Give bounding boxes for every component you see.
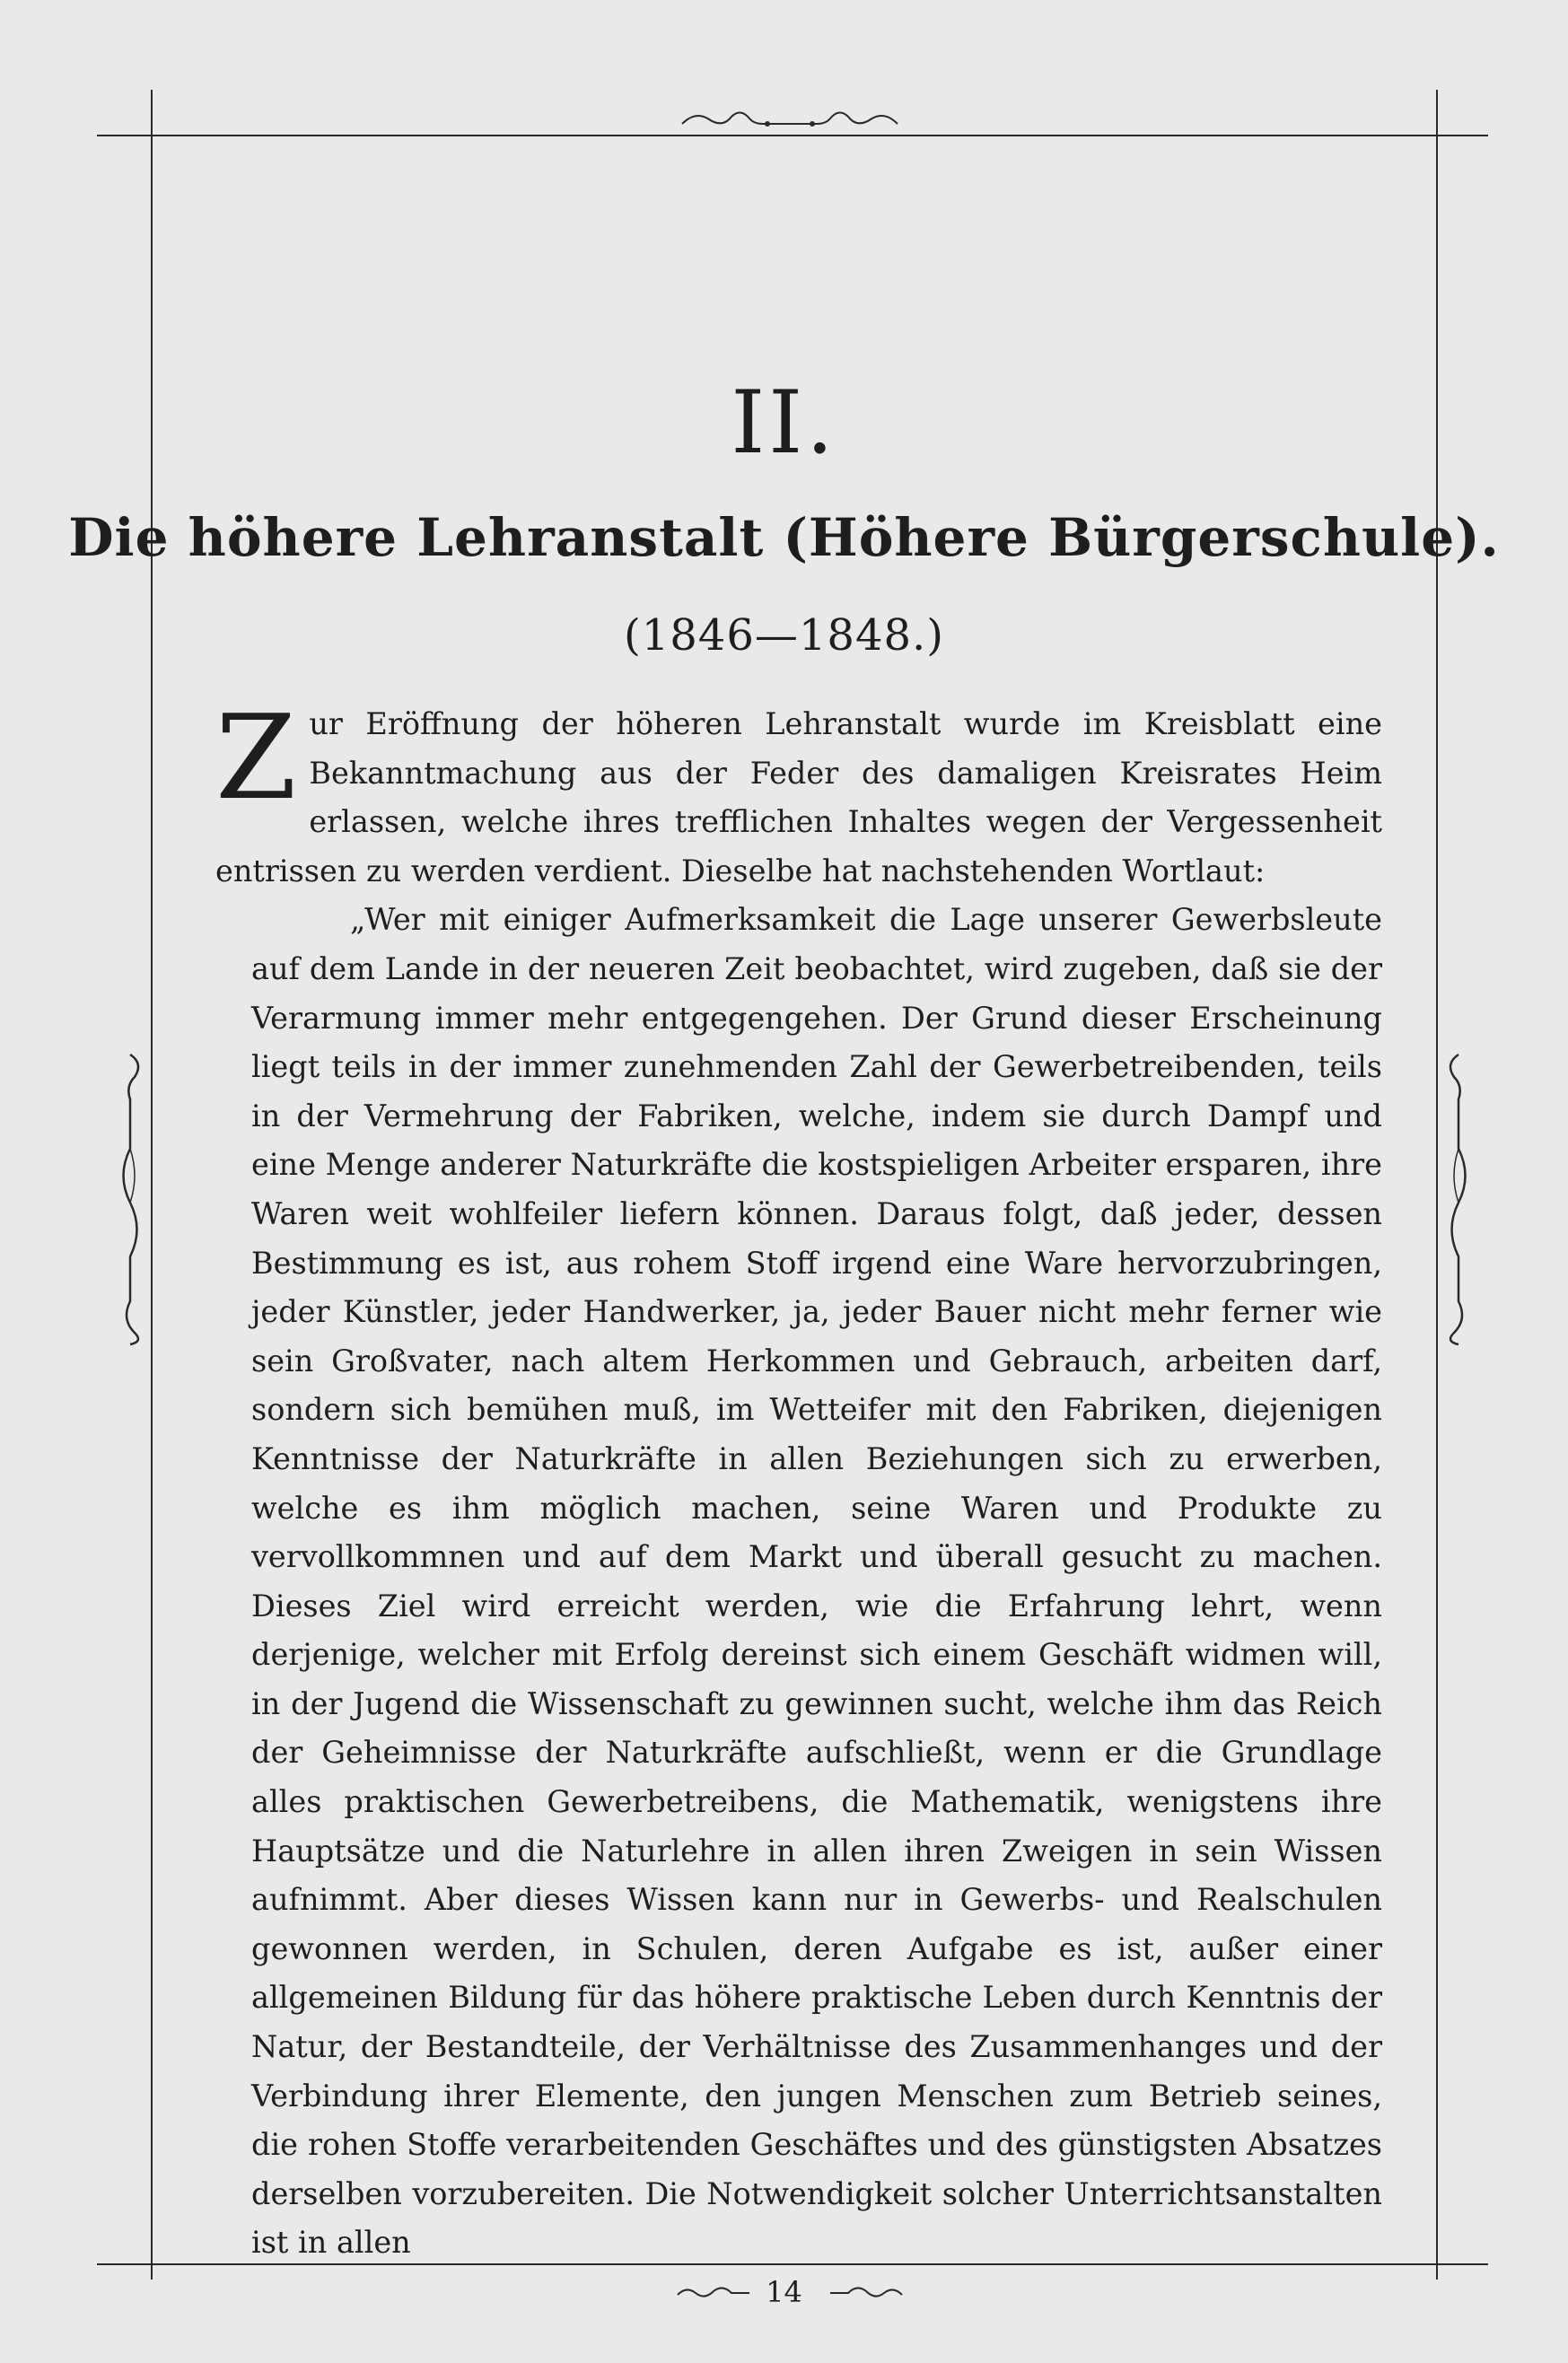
chapter-number: II. <box>731 372 837 473</box>
right-scroll-ornament <box>1441 1050 1476 1346</box>
intro-text: ur Eröffnung der höheren Lehranstalt wurde im Kreisblatt eine Bekanntmachung aus der Feder des damaligen Kreisrates Heim erlassen, welche ihres trefflichen Inhaltes wegen der Vergessenheit entrissen zu werden verdient. Dieselbe hat nachstehenden Wortlaut: <box>215 706 1382 888</box>
top-rule <box>97 135 1488 136</box>
page-number: 14 <box>766 2275 802 2309</box>
intro-paragraph <box>215 689 1382 896</box>
chapter-years: (1846—1848.) <box>623 610 945 661</box>
quoted-announcement: „Wer mit einiger Aufmerksamkeit die Lage unserer Gewerbsleute auf dem Lande in der neueren Zeit beobachtet, wird zugeben, daß sie der Verarmung immer mehr entgegengehen. Der Grund dieser Erscheinung liegt teils in der immer zunehmenden Zahl der Gewerbetreibenden, teils in der Vermehrung der Fabriken, welche, indem sie durch Dampf und eine Menge anderer Naturkräfte die kostspieligen Arbeiter ersparen, ihre Waren weit wohlfeiler liefern können. Daraus folgt, daß jeder, dessen Bestimmung es ist, aus rohem Stoff irgend eine Ware hervorzubringen, jeder Künstler, jeder Handwerker, ja, jeder Bauer nicht mehr ferner wie sein Großvater, nach altem Herkommen und Gebrauch, arbeiten darf, sondern sich bemühen muß, im Wetteifer mit den Fabriken, diejenigen Kenntnisse der Naturkräfte in allen Beziehungen sich zu erwerben, welche es ihm möglich machen, seine Waren und Produkte zu vervollkommnen und auf dem Markt und überall gesucht zu machen. Dieses Ziel wird erreicht werden, wie die Erfahrung lehrt, wenn derjenige, welcher mit Erfolg dereinst sich einem Geschäft widmen will, in der Jugend die Wissenschaft zu gewinnen sucht, welche ihm das Reich der Geheimnisse der Naturkräfte aufschließt, wenn er die Grundlage alles praktischen Gewerbetreibens, die Mathematik, wenigstens ihre Hauptsätze und die Naturlehre in allen ihren Zweigen in sein Wissen aufnimmt. Aber dieses Wissen kann nur in Gewerbs- und Realschulen gewonnen werden, in Schulen, deren Aufgabe es ist, außer einer allgemeinen Bildung für das höhere praktische Leben durch Kenntnis der Natur, der Bestandteile, der Verhältnisse des Zusammenhanges und der Verbindung ihrer Elemente, den jungen Menschen zum Betrieb seines, die rohen Stoffe verarbeitenden Geschäftes und des günstigsten Absatzes derselben vorzubereiten. Die Notwendigkeit solcher Unterrichtsanstalten ist in allen <box>251 902 1382 2261</box>
body-text <box>215 689 1382 2268</box>
drop-cap: Z <box>215 689 297 826</box>
left-scroll-ornament <box>112 1050 148 1346</box>
bottom-right-flourish-ornament <box>826 2284 907 2306</box>
top-flourish-ornament <box>678 106 902 133</box>
chapter-title: Die höhere Lehranstalt (Höhere Bürgerschule). <box>68 507 1500 568</box>
